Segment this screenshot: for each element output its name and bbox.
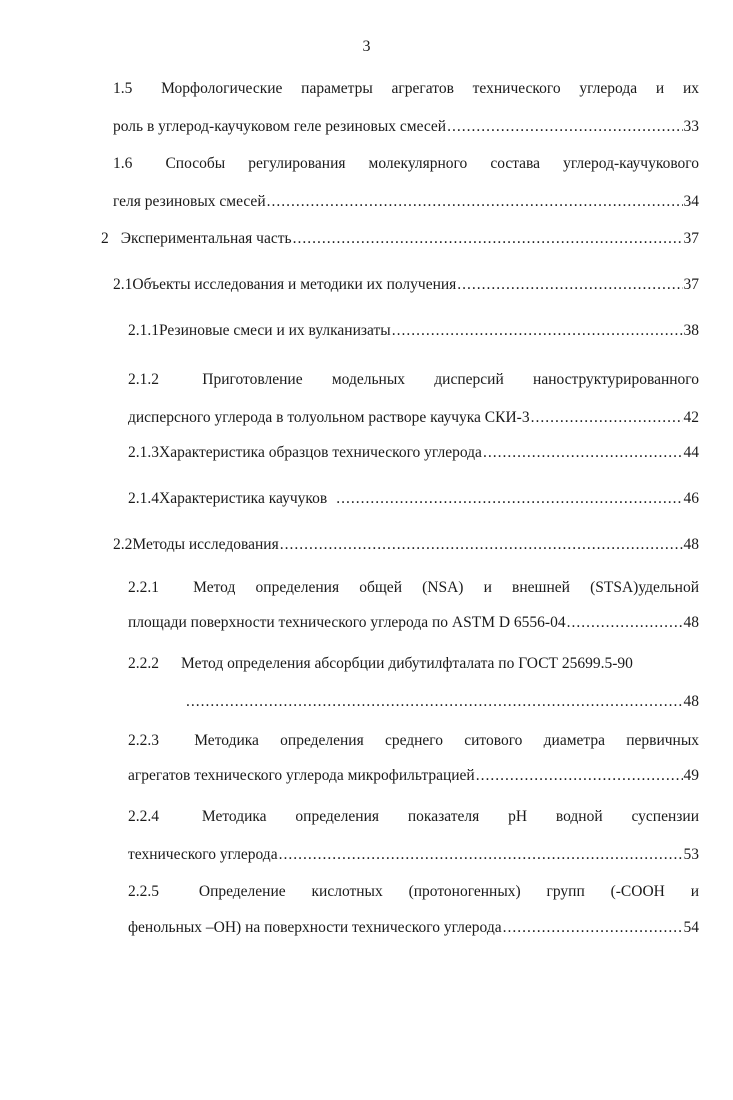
toc-entry-number: 2.1 xyxy=(113,276,133,293)
page-number: 3 xyxy=(362,38,371,55)
toc-entry-title: Методы исследования xyxy=(132,536,279,553)
toc-entry-2-2-5[interactable] xyxy=(128,879,699,941)
leader-dots xyxy=(186,689,683,715)
toc-entry-title: Объекты исследования и методики их получения xyxy=(132,276,457,293)
toc-entry-2-1-2[interactable] xyxy=(128,367,699,431)
toc-page-number: 33 xyxy=(683,118,699,135)
toc-page-number: 37 xyxy=(683,276,699,293)
leader-dots xyxy=(267,189,683,215)
toc-entry-title: Метод определения общей (NSA) и внешней (STSA)удельной xyxy=(193,579,700,596)
leader-dots xyxy=(293,226,683,252)
leader-dots xyxy=(279,842,683,868)
leader-dots xyxy=(447,114,682,140)
leader-dots xyxy=(336,486,682,512)
toc-entry-title-cont: агрегатов технического углерода микрофильтрацией xyxy=(128,767,475,784)
toc-entry-title: Резиновые смеси и их вулканизаты xyxy=(159,322,391,339)
toc-entry-2-1-3[interactable] xyxy=(128,440,699,466)
toc-page-number: 34 xyxy=(683,193,699,210)
toc-entry-1-5[interactable] xyxy=(113,76,699,140)
leader-dots xyxy=(280,532,683,558)
toc-page-number: 46 xyxy=(683,490,699,507)
toc-entry-number: 2 xyxy=(101,230,109,247)
toc-page-number: 44 xyxy=(683,444,699,461)
toc-page-number: 48 xyxy=(683,693,699,710)
toc-entry-title: Методика определения среднего ситового диаметра первичных xyxy=(194,732,700,749)
leader-dots xyxy=(503,915,683,941)
toc-entry-title-cont: геля резиновых смесей xyxy=(113,193,266,210)
toc-entry-title: Экспериментальная часть xyxy=(120,230,292,247)
toc-entry-title-cont: площади поверхности технического углерода по ASTM D 6556-04 xyxy=(128,614,566,631)
toc-entry-2-1-4[interactable] xyxy=(128,486,699,512)
toc-page-number: 38 xyxy=(683,322,699,339)
toc-entry-number: 2.1.4 xyxy=(128,490,159,507)
toc-entry-number: 2.2.3 xyxy=(128,732,159,749)
toc-entry-title: Определение кислотных (протоногенных) групп (-COOH и xyxy=(198,883,700,900)
toc-entry-title-cont: роль в углерод-каучуковом геле резиновых смесей xyxy=(113,118,447,135)
toc-entry-2-2-3[interactable] xyxy=(128,728,699,789)
toc-entry-number: 2.1.1 xyxy=(128,322,159,339)
toc-entry-2-2-1[interactable] xyxy=(128,575,699,636)
toc-page-number: 53 xyxy=(683,846,699,863)
toc-entry-title: Методика определения показателя pH водной суспензии xyxy=(201,808,699,825)
toc-entry-title: Характеристика каучуков xyxy=(159,490,328,507)
toc-entry-number: 2.2.4 xyxy=(128,808,159,825)
toc-entry-2-2[interactable] xyxy=(113,532,699,558)
toc-entry-2-1[interactable] xyxy=(113,272,699,298)
toc-entry-2[interactable] xyxy=(101,226,699,252)
toc-entry-title-cont: дисперсного углерода в толуольном растворе каучука СКИ-3 xyxy=(128,409,530,426)
toc-entry-title-cont: технического углерода xyxy=(128,846,278,863)
leader-dots xyxy=(483,440,683,466)
toc-entry-number: 2.1.2 xyxy=(128,371,159,388)
toc-entry-2-2-2[interactable] xyxy=(128,651,699,715)
toc-entry-2-2-4[interactable] xyxy=(128,804,699,868)
toc-page-number: 48 xyxy=(683,536,699,553)
leader-dots xyxy=(476,763,683,789)
leader-dots xyxy=(531,405,683,431)
toc-entry-title: Приготовление модельных дисперсий наноструктурированного xyxy=(202,371,700,388)
toc-entry-number: 2.1.3 xyxy=(128,444,159,461)
toc-entry-title: Способы регулирования молекулярного состава углерод-каучукового xyxy=(165,155,700,172)
toc-entry-number: 2.2 xyxy=(113,536,133,553)
toc-entry-title: Метод определения абсорбции дибутилфталата по ГОСТ 25699.5-90 xyxy=(181,655,633,672)
toc-entry-number: 1.6 xyxy=(113,155,133,172)
toc-entry-number: 2.2.5 xyxy=(128,883,159,900)
toc-entry-1-6[interactable] xyxy=(113,151,699,215)
toc-entry-number: 2.2.2 xyxy=(128,655,159,672)
toc-page-number: 42 xyxy=(683,409,699,426)
leader-dots xyxy=(392,318,683,344)
toc-entry-2-1-1[interactable] xyxy=(128,318,699,344)
toc-entry-number: 2.2.1 xyxy=(128,579,159,596)
leader-dots xyxy=(567,610,683,636)
toc-page-number: 48 xyxy=(683,614,699,631)
toc-page-number: 54 xyxy=(683,919,699,936)
toc-entry-title-cont: фенольных –OH) на поверхности технического углерода xyxy=(128,919,502,936)
toc-entry-title: Характеристика образцов технического углерода xyxy=(159,444,482,461)
toc-entry-title: Морфологические параметры агрегатов технического углерода и их xyxy=(161,80,699,97)
toc-entry-number: 1.5 xyxy=(113,80,133,97)
toc-page-number: 49 xyxy=(683,767,699,784)
leader-dots xyxy=(457,272,682,298)
toc-page-number: 37 xyxy=(683,230,699,247)
